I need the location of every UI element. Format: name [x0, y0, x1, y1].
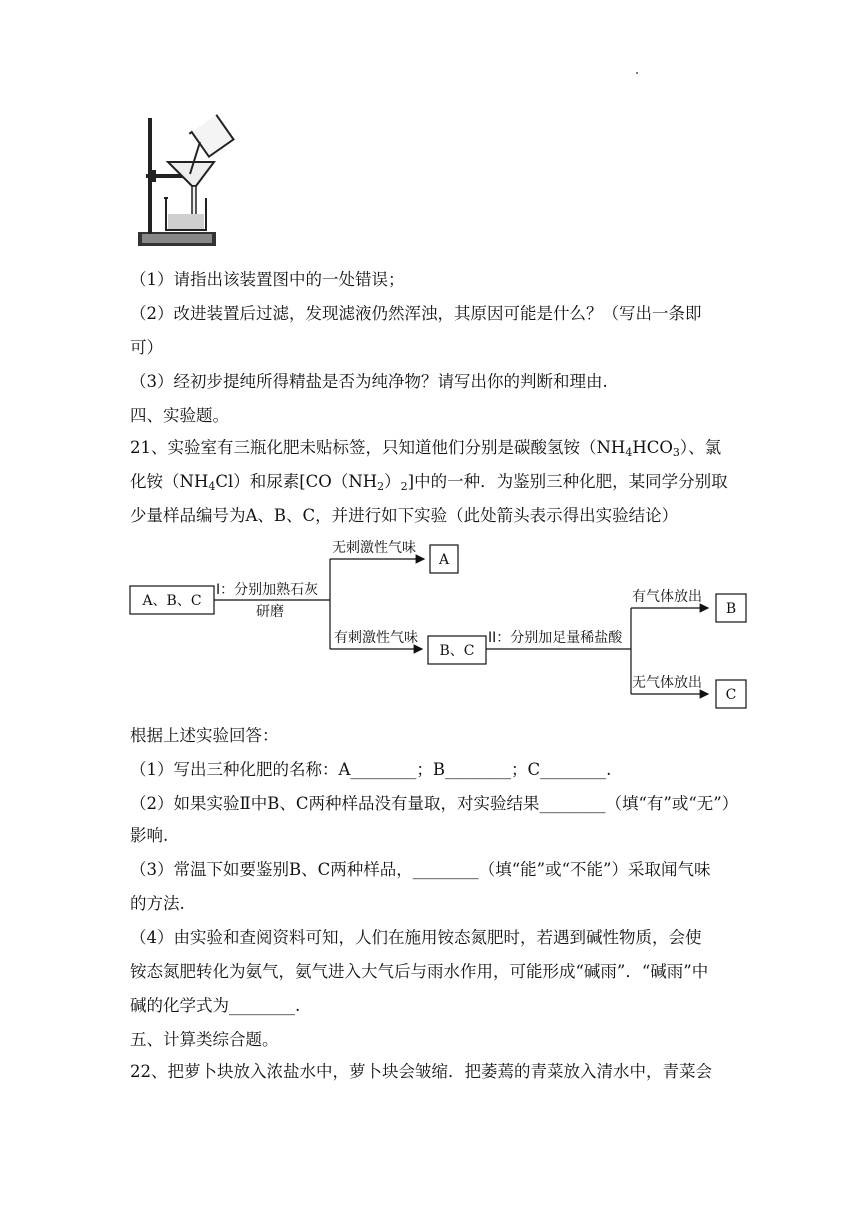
start-box-label: A、B、C — [142, 593, 202, 609]
box-a-label: A — [438, 552, 450, 568]
text-span: HCO — [632, 438, 673, 457]
box-bc-label: B、C — [439, 643, 475, 659]
text-span: Cl）和尿素[CO（NH — [215, 472, 378, 491]
answer-intro: 根据上述实验回答： — [130, 726, 279, 745]
experiment-flowchart — [128, 536, 756, 716]
question-21-line-2 — [130, 472, 740, 492]
answer-part-3: （3）常温下如要鉴别B、C两种样品，________（填“能”或“不能”）采取闻气味 — [130, 860, 711, 879]
text-span: ） — [384, 472, 401, 491]
subscript: 4 — [208, 480, 216, 493]
box-c-label: C — [725, 687, 737, 703]
answer-part-3-cont: 的方法. — [130, 894, 185, 913]
branch-top-label: 无刺激性气味 — [332, 540, 416, 556]
subscript: 2 — [400, 480, 408, 493]
answer-part-4: （4）由实验和查阅资料可知，人们在施用铵态氮肥时，若遇到碱性物质，会使 — [130, 928, 702, 947]
answer-part-4-cont-1: 铵态氮肥转化为氨气，氨气进入大气后与雨水作用，可能形成“碱雨”．“碱雨”中 — [130, 962, 709, 981]
answer-part-1: （1）写出三种化肥的名称：A________；B________；C________. — [130, 760, 612, 779]
answer-part-2-cont: 影响. — [130, 826, 169, 845]
text-span: ]中的一种．为鉴别三种化肥，某同学分别取 — [407, 472, 728, 491]
box-b-label: B — [725, 601, 737, 617]
text-span: 21、实验室有三瓶化肥未贴标签，只知道他们分别是碳酸氢铵（NH — [130, 438, 626, 457]
answer-part-2: （2）如果实验Ⅱ中B、C两种样品没有量取，对实验结果________（填“有”或“无”） — [130, 794, 739, 813]
question-21-line-1 — [130, 438, 740, 458]
question-20-part-1: （1）请指出该装置图中的一处错误； — [130, 270, 405, 289]
filtration-apparatus-image — [132, 112, 242, 254]
section-5-heading: 五、计算类综合题。 — [130, 1030, 279, 1049]
question-20-part-2-cont: 可） — [130, 338, 163, 357]
question-21-line-3: 少量样品编号为A、B、C，并进行如下实验（此处箭头表示得出实验结论） — [130, 506, 679, 525]
question-20-part-3: （3）经初步提纯所得精盐是否为纯净物？请写出你的判断和理由. — [130, 372, 608, 391]
question-20-part-2: （2）改进装置后过滤，发现滤液仍然浑浊，其原因可能是什么？（写出一条即 — [130, 304, 702, 323]
text-span: ）、氯 — [679, 438, 722, 457]
question-22-line-1: 22、把萝卜块放入浓盐水中，萝卜块会皱缩．把萎蔫的青菜放入清水中，青菜会 — [130, 1062, 712, 1081]
branch-nogas-label: 无气体放出 — [632, 675, 702, 691]
step-1-sublabel: 研磨 — [256, 604, 284, 620]
answer-part-4-cont-2: 碱的化学式为________. — [130, 996, 301, 1015]
subscript: 2 — [377, 480, 385, 493]
branch-bottom-label: 有刺激性气味 — [334, 630, 418, 646]
subscript: 4 — [625, 446, 633, 459]
page-dot — [636, 72, 638, 74]
subscript: 3 — [672, 446, 680, 459]
section-4-heading: 四、实验题。 — [130, 406, 229, 425]
branch-gas-label: 有气体放出 — [632, 589, 702, 605]
text-span: 化铵（NH — [130, 472, 209, 491]
step-2-label: II：分别加足量稀盐酸 — [488, 630, 623, 646]
step-1-label: I：分别加熟石灰 — [216, 582, 319, 598]
